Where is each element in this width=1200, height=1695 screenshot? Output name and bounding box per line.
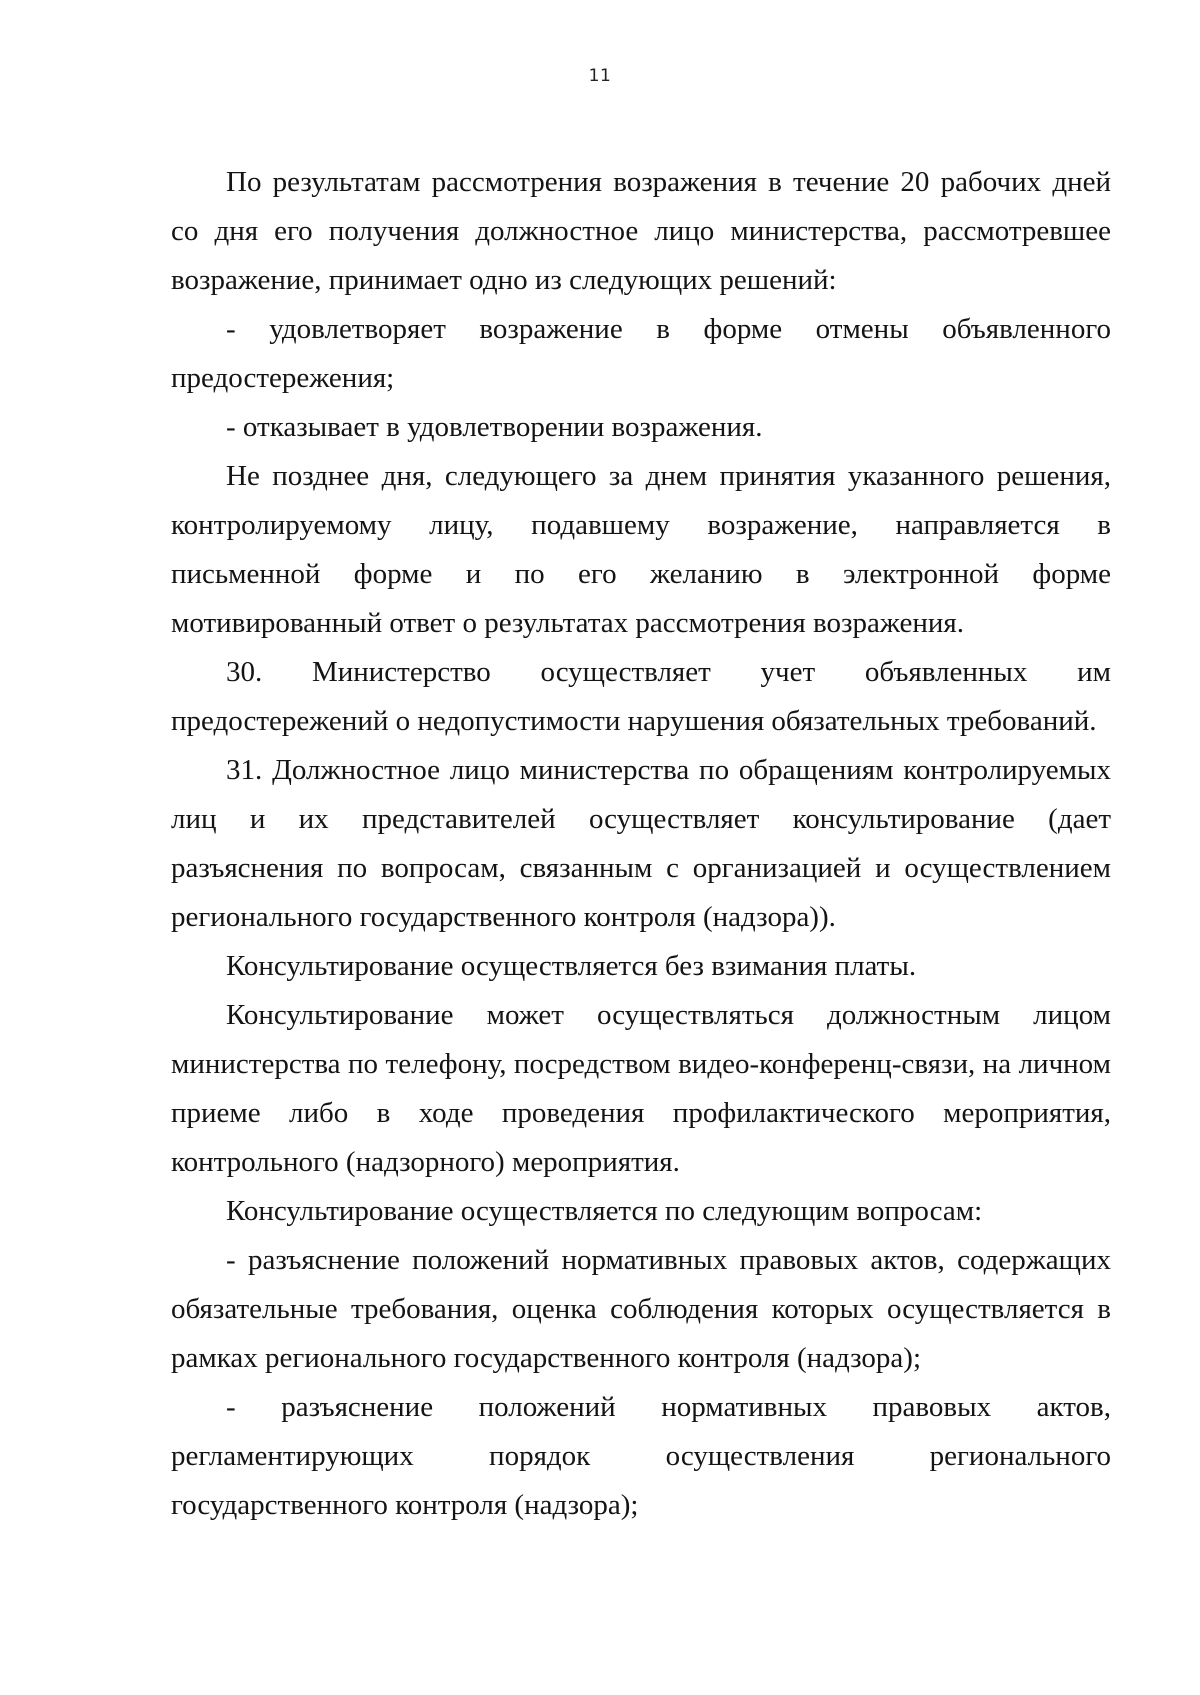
paragraph-consulting-topics: Консультирование осуществляется по следующим вопросам: xyxy=(226,1195,983,1227)
paragraph-objection-review: По результатам рассмотрения возражения в течение 20 рабочих дней со дня его получения должностное лицо министерства, рассмотревшее возражение, принимает одно из следующих решений: xyxy=(171,166,1111,296)
list-item-control-procedure: - разъяснение положений нормативных правовых актов, регламентирующих порядок осуществления регионального государственного контроля (надзора); xyxy=(171,1391,1111,1521)
paragraph-free-consulting: Консультирование осуществляется без взимания платы. xyxy=(226,950,917,982)
paragraph-item-30: 30. Министерство осуществляет учет объявленных им предостережений о недопустимости нарушения обязательных требований. xyxy=(171,656,1111,737)
paragraph-item-31: 31. Должностное лицо министерства по обращениям контролируемых лиц и их представителей осуществляет консультирование (дает разъяснения по вопросам, связанным с организацией и осуществлением регионального государственного контроля (надзора)). xyxy=(171,754,1111,933)
list-item-mandatory-requirements: - разъяснение положений нормативных правовых актов, содержащих обязательные требования, оценка соблюдения которых осуществляется в рамках регионального государственного контроля (надзора); xyxy=(171,1244,1111,1374)
document-body xyxy=(171,158,1111,1530)
list-item-refuse-objection: - отказывает в удовлетворении возражения. xyxy=(226,411,763,443)
list-item-satisfy-objection: - удовлетворяет возражение в форме отмены объявленного предостережения; xyxy=(171,313,1111,394)
paragraph-response-deadline: Не позднее дня, следующего за днем принятия указанного решения, контролируемому лицу, подавшему возражение, направляется в письменной форме и по его желанию в электронной форме мотивированный ответ о результатах рассмотрения возражения. xyxy=(171,460,1111,639)
paragraph-consulting-channels: Консультирование может осуществляться должностным лицом министерства по телефону, посредством видео-конференц-связи, на личном приеме либо в ходе проведения профилактического мероприятия, контрольного (надзорного) мероприятия. xyxy=(171,999,1111,1178)
page-number: 11 xyxy=(588,66,612,86)
